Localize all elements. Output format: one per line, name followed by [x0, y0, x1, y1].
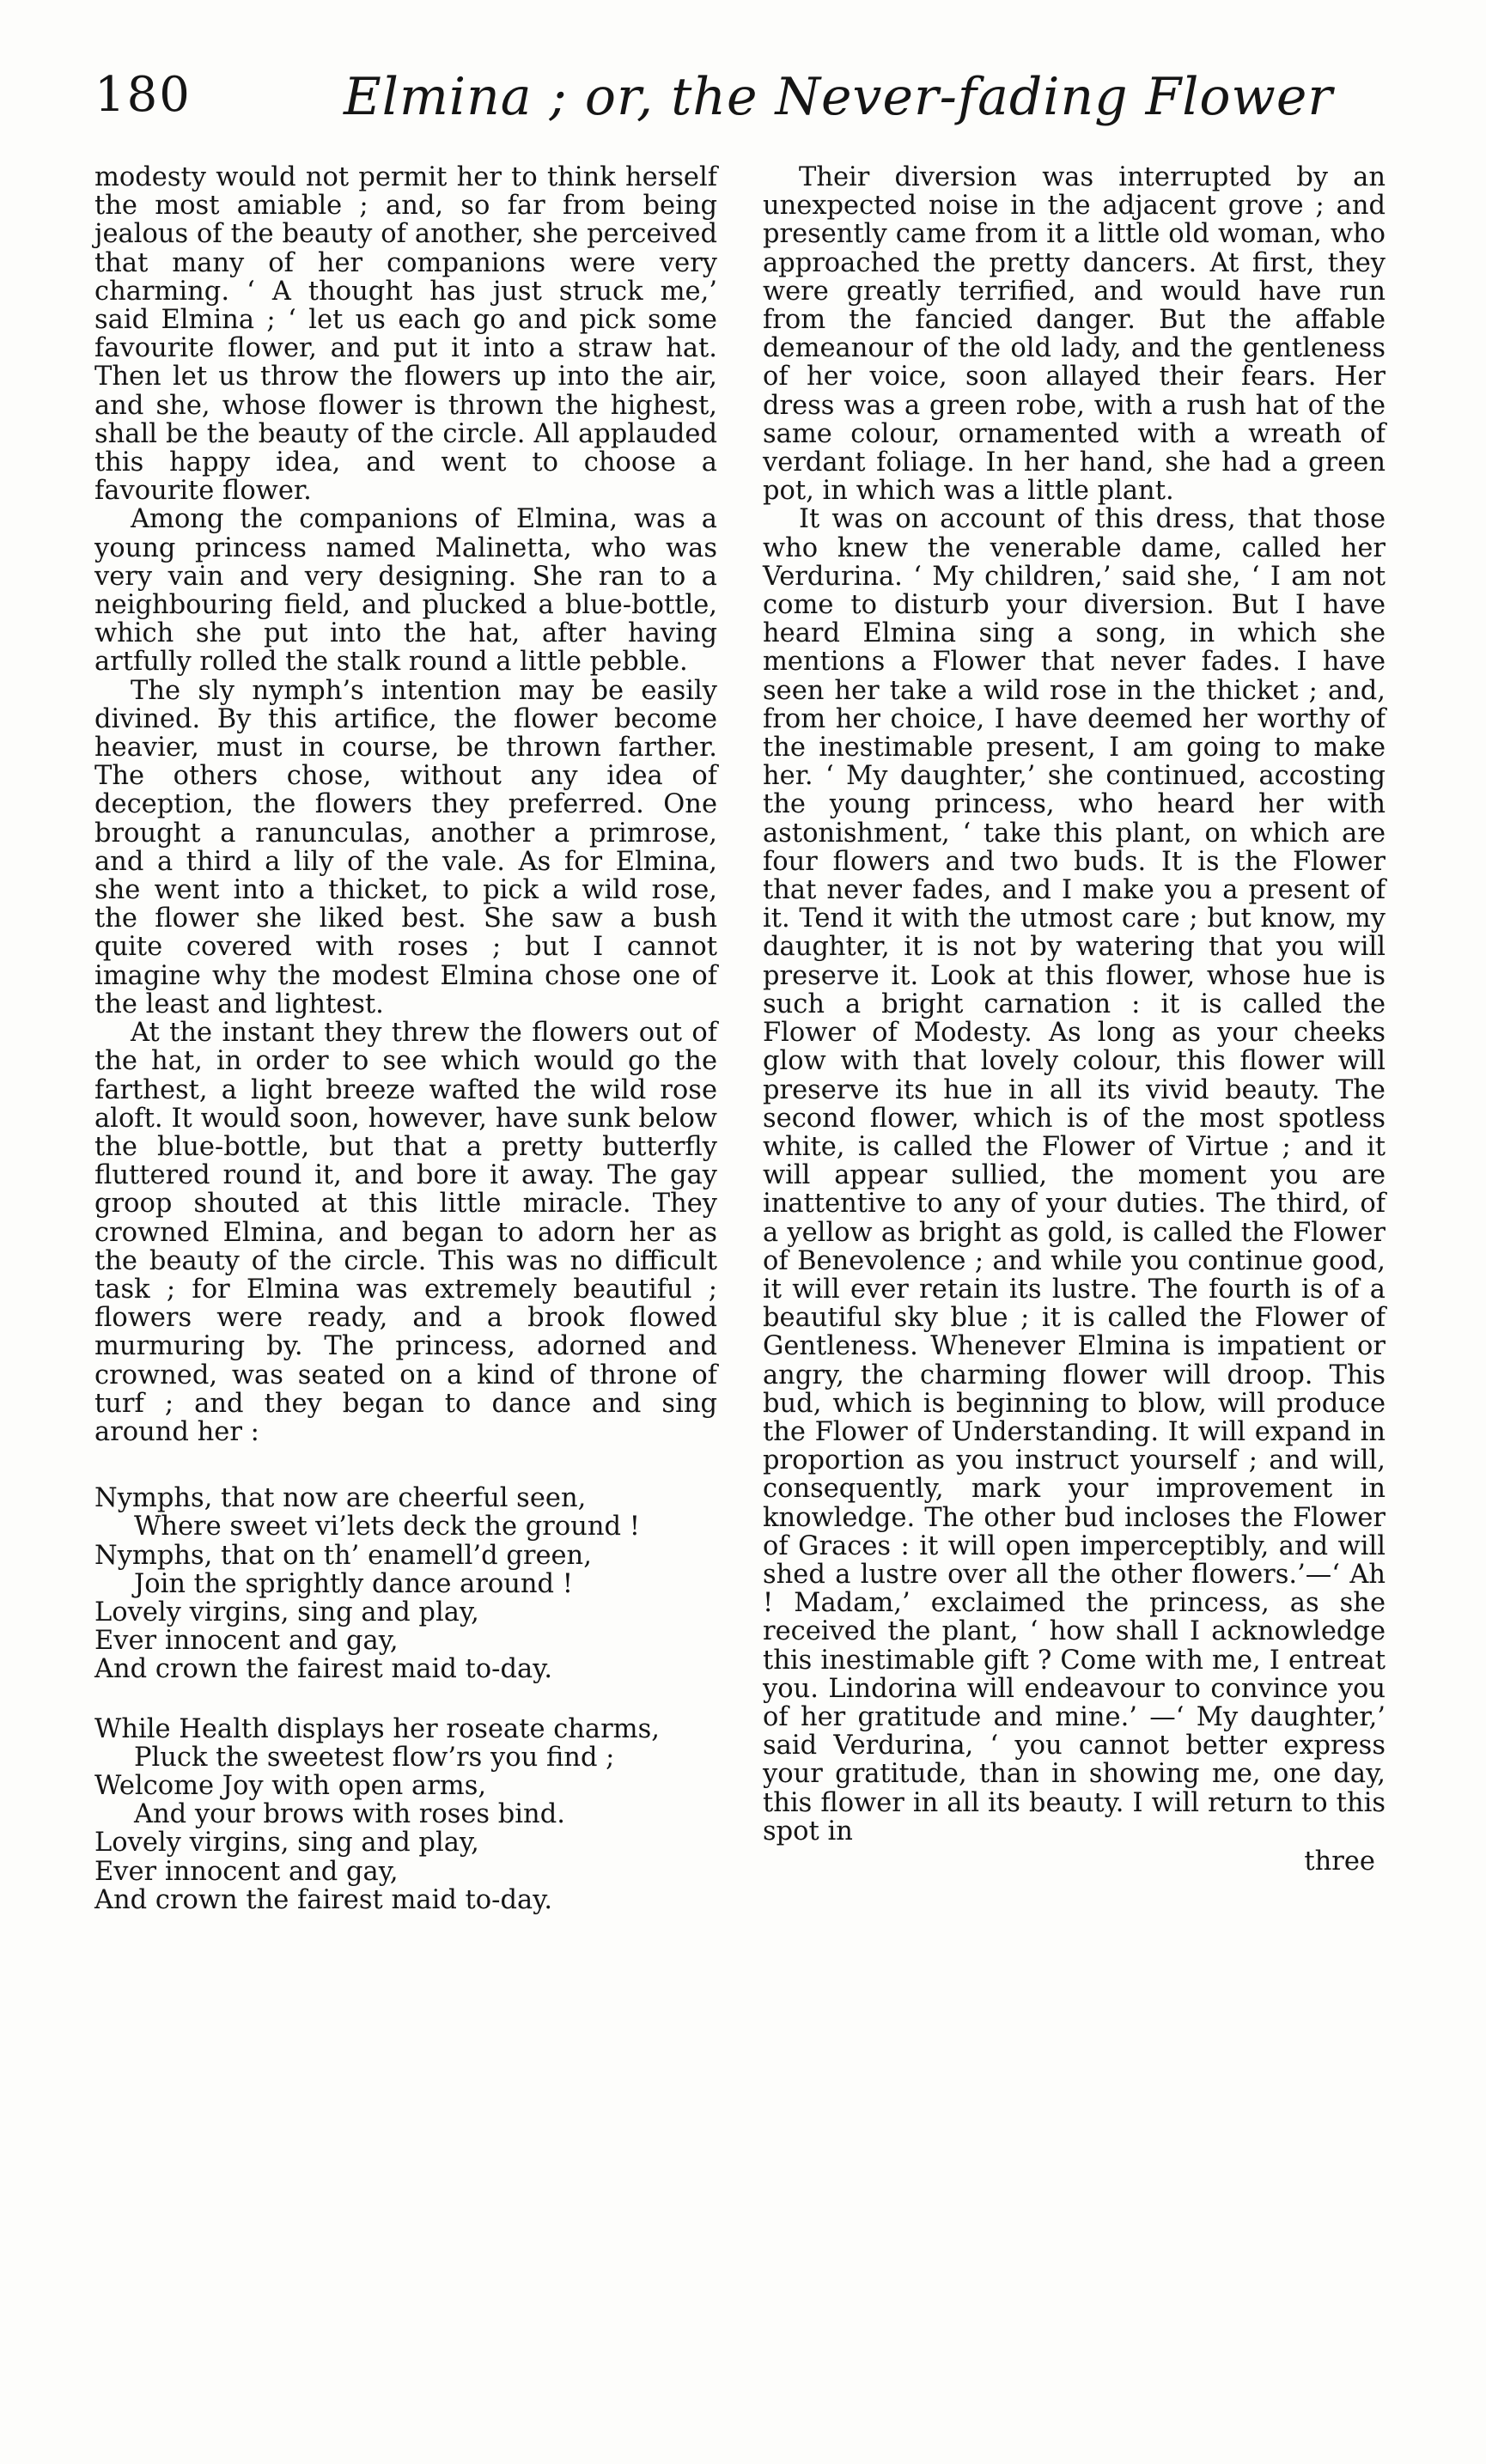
- paragraph: At the instant they threw the flowers out of the hat, in order to see which would go the farthest, a light breeze wafted the wild rose aloft. It would soon, however, have sunk below the blue-bottle, but that a pretty butterfly fluttered round it, and bore it away. The gay groop shouted at this little miracle. They crowned Elmina, and began to adorn her as the beauty of the circle. This was no difficult task ; for Elmina was extremely beautiful ; flowers were ready, and a brook flowed murmuring by. The princess, adorned and crowned, was seated on a kind of throne of turf ; and they began to dance and sing around her :: [94, 1018, 717, 1447]
- verse-line: While Health displays her roseate charms,: [94, 1713, 660, 1744]
- catchword: three: [1304, 1846, 1375, 1877]
- verse-line: Join the sprightly dance around !: [134, 1568, 574, 1599]
- page-number: 180: [94, 67, 192, 123]
- song-poem: [94, 1484, 717, 1914]
- left-column: [94, 163, 717, 1945]
- verse-line: Ever innocent and gay,: [94, 1626, 399, 1657]
- verse-line: Lovely virgins, sing and play,: [94, 1597, 479, 1627]
- poem-stanza: [94, 1484, 717, 1683]
- verse-line: Ever innocent and gay,: [94, 1856, 399, 1887]
- paragraph: It was on account of this dress, that those who knew the venerable dame, called her Verdurina. ‘ My children,’ said she, ‘ I am not come to disturb your diversion. But I have heard Elmina sing a song, in which she mentions a Flower that never fades. I have seen her take a wild rose in the thicket ; and, from her choice, I have deemed her worthy of the inestimable present, I am going to make her. ‘ My daughter,’ she continued, accosting the young princess, who heard her with astonishment, ‘ take this plant, on which are four flowers and two buds. It is the Flower that never fades, and I make you a present of it. Tend it with the utmost care ; but know, my daughter, it is not by watering that you will preserve it. Look at this flower, whose hue is such a bright carnation : it is called the Flower of Modesty. As long as your cheeks glow with that lovely colour, this flower will preserve its hue in all its vivid beauty. The second flower, which is of the most spotless white, is called the Flower of Virtue ; and it will appear sullied, the moment you are inattentive to any of your duties. The third, of a yellow as bright as gold, is called the Flower of Benevolence ; and while you continue good, it will ever retain its lustre. The fourth is of a beautiful sky blue ; it is called the Flower of Gentleness. Whenever Elmina is impatient or angry, the charming flower will droop. This bud, which is beginning to blow, will produce the Flower of Understanding. It will expand in proportion as you instruct yourself ; and will, consequently, mark your improvement in knowledge. The other bud incloses the Flower of Graces : it will open imperceptibly, and will shed a lustre over all the other flowers.’—‘ Ah ! Madam,’ exclaimed the princess, as she received the plant, ‘ how shall I acknowledge this inestimable gift ? Come with me, I entreat you. Lindorina will endeavour to convince you of her gratitude and mine.’ —‘ My daughter,’ said Verdurina, ‘ you cannot better express your gratitude, than in showing me, one day, this flower in all its beauty. I will return to this spot in: [763, 504, 1386, 1846]
- verse-line: Welcome Joy with open arms,: [94, 1770, 487, 1801]
- paragraph: Their diversion was interrupted by an unexpected noise in the adjacent grove ; and presently came from it a little old woman, who approached the pretty dancers. At first, they were greatly terrified, and would have run from the fancied danger. But the affable demeanour of the old lady, and the gentleness of her voice, soon allayed their fears. Her dress was a green robe, with a rush hat of the same colour, ornamented with a wreath of verdant foliage. In her hand, she had a green pot, in which was a little plant.: [763, 162, 1386, 507]
- verse-line: Pluck the sweetest flow’rs you find ;: [134, 1742, 615, 1773]
- running-title: Elmina ; or, the Never-fading Flower: [344, 67, 1334, 127]
- verse-line: And crown the fairest maid to-day.: [94, 1884, 553, 1915]
- page-header: [94, 67, 1400, 144]
- paragraph: Among the companions of Elmina, was a young princess named Malinetta, who was very vain and very designing. She ran to a neighbouring field, and plucked a blue-bottle, which she put into the hat, after having artfully rolled the stalk round a little pebble.: [94, 504, 717, 678]
- paragraph: modesty would not permit her to think herself the most amiable ; and, so far from being jealous of the beauty of another, she perceived that many of her companions were very charming. ‘ A thought has just struck me,’ said Elmina ; ‘ let us each go and pick some favourite flower, and put it into a straw hat. Then let us throw the flowers up into the air, and she, whose flower is thrown the highest, shall be the beauty of the circle. All applauded this happy idea, and went to choose a favourite flower.: [94, 162, 717, 507]
- verse-line: Nymphs, that now are cheerful seen,: [94, 1483, 587, 1514]
- verse-line: Lovely virgins, sing and play,: [94, 1828, 479, 1859]
- paragraph: The sly nymph’s intention may be easily divined. By this artifice, the flower become heavier, must in course, be thrown farther. The others chose, without any idea of deception, the flowers they preferred. One brought a ranunculas, another a primrose, and a third a lily of the vale. As for Elmina, she went into a thicket, to pick a wild rose, the flower she liked best. She saw a bush quite covered with roses ; but I cannot imagine why the modest Elmina chose one of the least and lightest.: [94, 675, 717, 1019]
- verse-line: And your brows with roses bind.: [134, 1799, 565, 1830]
- poem-stanza: [94, 1715, 717, 1914]
- right-column: [763, 163, 1386, 1876]
- verse-line: Where sweet vi’lets deck the ground !: [134, 1512, 640, 1542]
- verse-line: And crown the fairest maid to-day.: [94, 1654, 553, 1685]
- verse-line: Nymphs, that on th’ enamell’d green,: [94, 1540, 592, 1571]
